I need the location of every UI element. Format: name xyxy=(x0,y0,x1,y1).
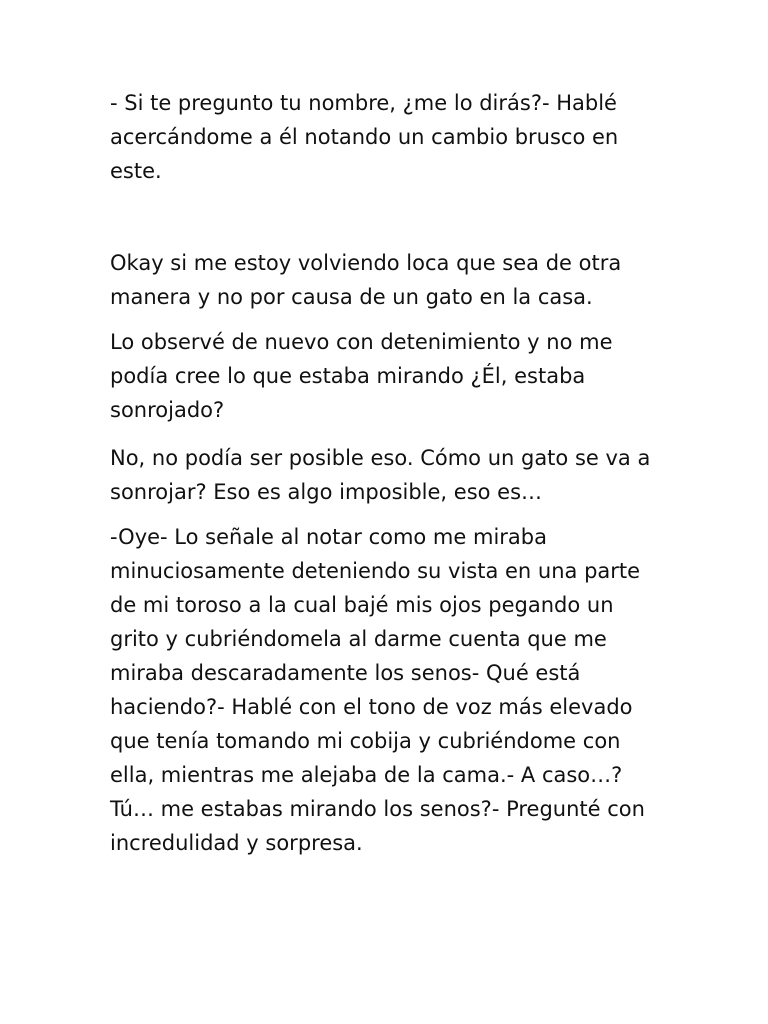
text-line: manera y no por causa de un gato en la casa. xyxy=(110,285,593,309)
text-line: este. xyxy=(110,159,162,183)
text-line: ella, mientras me alejaba de la cama.- A caso…? xyxy=(110,763,623,787)
paragraph-2 xyxy=(110,246,670,314)
text-line: grito y cubriéndomela al darme cuenta que me xyxy=(110,627,607,651)
text-line: Tú… me estabas mirando los senos?- Pregunté con xyxy=(110,797,645,821)
text-line: - Si te pregunto tu nombre, ¿me lo dirás?- Hablé xyxy=(110,91,617,115)
text-line: No, no podía ser posible eso. Cómo un gato se va a xyxy=(110,446,651,470)
text-line: acercándome a él notando un cambio brusco en xyxy=(110,125,619,149)
text-line: miraba descaradamente los senos- Qué está xyxy=(110,661,581,685)
paragraph-4 xyxy=(110,441,670,509)
text-line: haciendo?- Hablé con el tono de voz más elevado xyxy=(110,695,633,719)
text-line: sonrojado? xyxy=(110,398,225,422)
text-line: Lo observé de nuevo con detenimiento y no me xyxy=(110,330,613,354)
text-line: que tenía tomando mi cobija y cubriéndome con xyxy=(110,729,621,753)
text-line: Okay si me estoy volviendo loca que sea de otra xyxy=(110,251,622,275)
text-line: de mi toroso a la cual bajé mis ojos pegando un xyxy=(110,593,614,617)
paragraph-3 xyxy=(110,325,670,427)
text-line: podía cree lo que estaba mirando ¿Él, estaba xyxy=(110,364,586,388)
paragraph-5 xyxy=(110,520,670,860)
text-line: sonrojar? Eso es algo imposible, eso es… xyxy=(110,480,543,504)
text-line: incredulidad y sorpresa. xyxy=(110,831,363,855)
text-line: minuciosamente deteniendo su vista en una parte xyxy=(110,559,641,583)
paragraph-1 xyxy=(110,86,670,188)
text-line: -Oye- Lo señale al notar como me miraba xyxy=(110,525,547,549)
